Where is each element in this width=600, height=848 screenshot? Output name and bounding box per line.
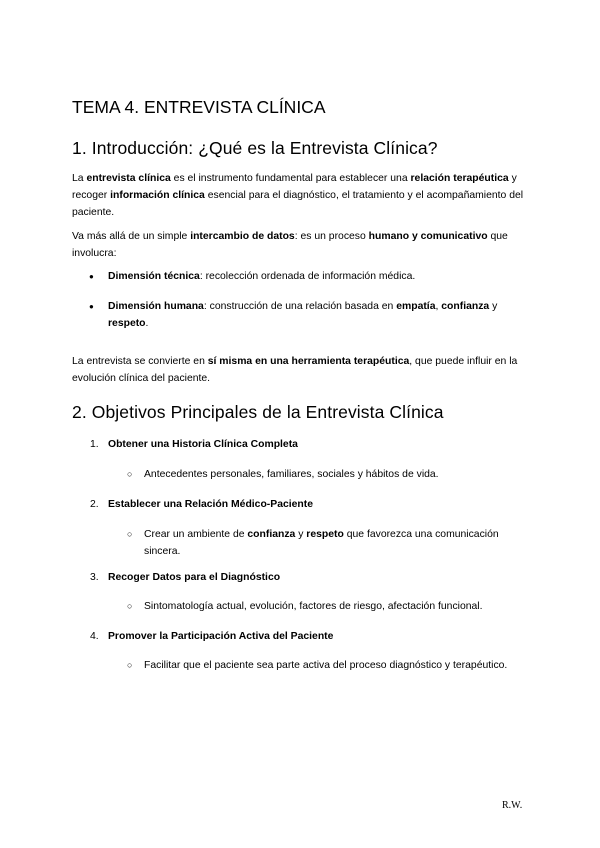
item-number: 2.	[90, 499, 99, 510]
bold-run: sí misma en una herramienta terapéutica	[207, 356, 410, 367]
item-number: 3.	[90, 572, 99, 583]
bold-run: información clínica	[110, 190, 205, 201]
text-run: : es un proceso	[294, 231, 369, 242]
item-label: Obtener una Historia Clínica Completa	[108, 439, 298, 450]
circle-bullet-icon: ○	[127, 469, 133, 479]
list-item-text	[108, 268, 528, 285]
text-run: La entrevista se convierte en	[72, 356, 208, 367]
bullet-icon: ●	[89, 272, 94, 281]
text-run: que favorezca una comunicación sincera.	[144, 529, 499, 557]
item-label: Promover la Participación Activa del Paciente	[108, 631, 334, 642]
signature: R.W.	[502, 800, 523, 811]
bold-run: Dimensión humana	[108, 301, 204, 312]
circle-bullet-icon: ○	[127, 660, 133, 670]
intro-paragraph-1	[72, 170, 532, 221]
text-run: : recolección ordenada de información médica.	[199, 271, 416, 282]
bold-run: entrevista clínica	[86, 173, 171, 184]
text-run: es el instrumento fundamental para establecer una	[170, 173, 411, 184]
text-run: esencial para el diagnóstico, el tratamiento y el acompañamiento del paciente.	[72, 190, 524, 218]
sub-item-text: Sintomatología actual, evolución, factores de riesgo, afectación funcional.	[144, 601, 483, 612]
text-run: que involucra:	[72, 231, 508, 259]
text-run: Va más allá de un simple	[72, 231, 191, 242]
intro-paragraph-2	[72, 228, 532, 262]
sub-item-text: Facilitar que el paciente sea parte activa del proceso diagnóstico y terapéutico.	[144, 660, 508, 671]
bold-run: confianza	[247, 529, 296, 540]
item-label: Establecer una Relación Médico-Paciente	[108, 499, 313, 510]
text-run: , que puede influir en la evolución clínica del paciente.	[72, 356, 518, 384]
document-title: TEMA 4. ENTREVISTA CLÍNICA	[72, 97, 326, 117]
text-run: : construcción de una relación basada en	[203, 301, 397, 312]
bullet-icon: ●	[89, 302, 94, 311]
text-run: y	[295, 529, 307, 540]
list-item-text	[108, 298, 528, 332]
circle-bullet-icon: ○	[127, 601, 133, 611]
item-number: 1.	[90, 439, 99, 450]
sub-item-text	[144, 526, 529, 560]
text-run: Crear un ambiente de	[144, 529, 248, 540]
bold-run: relación terapéutica	[410, 173, 509, 184]
text-run: La	[72, 173, 87, 184]
text-run: y	[489, 301, 498, 312]
bold-run: empatía	[396, 301, 436, 312]
text-run: ,	[435, 301, 442, 312]
text-run: .	[145, 318, 149, 329]
section-1-heading: 1. Introducción: ¿Qué es la Entrevista Clínica?	[72, 138, 438, 158]
text-run: y recoger	[72, 173, 517, 201]
sub-item-text: Antecedentes personales, familiares, sociales y hábitos de vida.	[144, 469, 439, 480]
bold-run: respeto	[108, 318, 146, 329]
circle-bullet-icon: ○	[127, 529, 133, 539]
item-number: 4.	[90, 631, 99, 642]
item-label: Recoger Datos para el Diagnóstico	[108, 572, 281, 583]
bold-run: intercambio de datos	[190, 231, 295, 242]
section-2-heading: 2. Objetivos Principales de la Entrevista Clínica	[72, 402, 444, 422]
intro-paragraph-3	[72, 353, 532, 387]
bold-run: Dimensión técnica	[108, 271, 200, 282]
bold-run: respeto	[306, 529, 344, 540]
bold-run: confianza	[441, 301, 490, 312]
bold-run: humano y comunicativo	[368, 231, 488, 242]
